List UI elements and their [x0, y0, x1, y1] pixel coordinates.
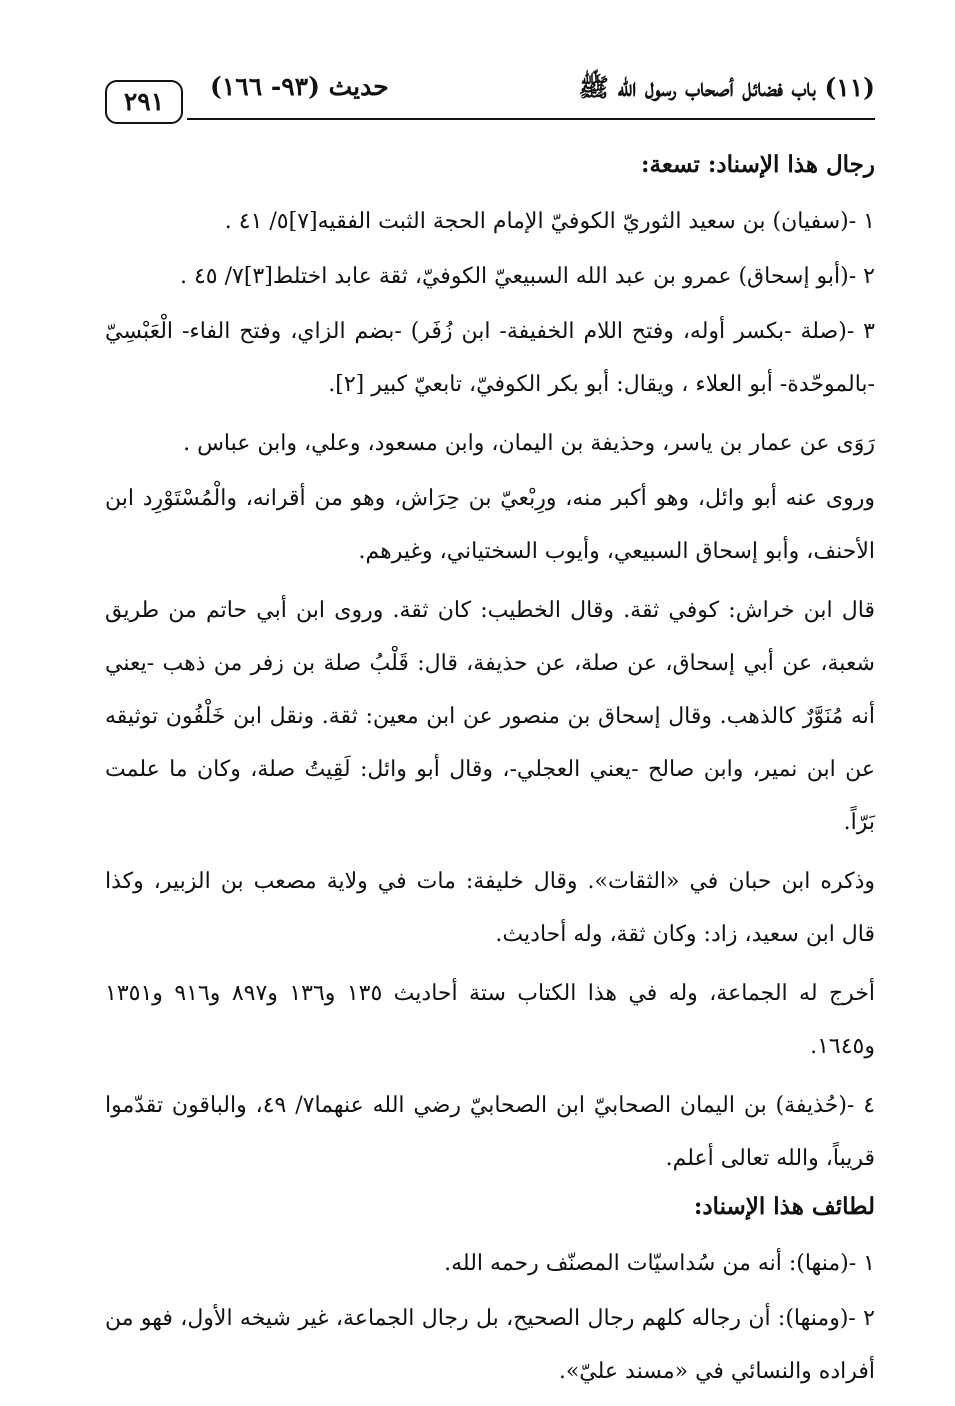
narrator-entry-hudhayfa: ٤ -(حُذيفة) بن اليمان الصحابيّ ابن الصحابيّ رضي الله عنهما٧/ ٤٩، والباقون تقدّموا قريباً، والله تعالى أعلم.	[105, 1093, 876, 1171]
narrator-entry-abu-ishaq: ٢ -(أبو إسحاق) عمرو بن عبد الله السبيعيّ الكوفيّ، ثقة عابد اختلط[٣]٧/ ٤٥ .	[179, 264, 875, 289]
subtlety-1: ١ -(منها): أنه من سُداسيّات المصنّف رحمه الله.	[444, 1251, 875, 1276]
narrator-students: وروى عنه أبو وائل، وهو أكبر منه، ورِبْعيّ بن حِرَاش، وهو من أقرانه، والْمُسْتَوْرِد ابن الأحنف، وأبو إسحاق السبيعي، وأيوب السختياني، وغيرهم.	[105, 486, 875, 564]
subtlety-2: ٢ -(ومنها): أن رجاله كلهم رجال الصحيح، بل رجال الجماعة، غير شيخه الأول، فهو من أفراده والنسائي في «مسند عليّ».	[105, 1306, 875, 1384]
page-number: ٢٩١	[105, 80, 183, 124]
chapter-title: (١١) باب فضائل أصحاب رسول الله ﷺ	[578, 73, 875, 102]
narrator-hadith-count: أخرج له الجماعة، وله في هذا الكتاب ستة أحاديث ١٣٥ و١٣٦ و٨٩٧ و٩١٦ و١٣٥١ و١٦٤٥.	[105, 981, 876, 1059]
section-heading-narrators: رجال هذا الإسناد: تسعة:	[641, 151, 875, 178]
narrator-entry-sufyan: ١ -(سفيان) بن سعيد الثوريّ الكوفيّ الإمام الحجة الثبت الفقيه[٧]٥/ ٤١ .	[224, 209, 875, 234]
section-heading-subtleties: لطائف هذا الإسناد:	[693, 1193, 875, 1220]
narrator-grading: قال ابن خراش: كوفي ثقة. وقال الخطيب: كان ثقة. وروى ابن أبي حاتم من طريق شعبة، عن أبي إسحاق، عن صلة، عن حذيفة، قال: قَلْبُ صلة بن زفر من ذهب -يعني أنه مُنَوَّرٌ كالذهب. وقال إسحاق بن منصور عن ابن معين: ثقة. ونقل ابن خَلْفُون توثيقه عن ابن نمير، وابن صالح -يعني العجلي-، وقال أبو وائل: لَقِيتُ صلة، وكان ما علمت بَرّاً.	[105, 598, 875, 835]
narrator-death: وذكره ابن حبان في «الثقات». وقال خليفة: مات في ولاية مصعب بن الزبير، وكذا قال ابن سعيد، زاد: وكان ثقة، وله أحاديث.	[105, 869, 875, 947]
narrator-entry-sila: ٣ -(صلة -بكسر أوله، وفتح اللام الخفيفة- ابن زُفَر) -بضم الزاي، وفتح الفاء- الْعَبْسِيّ -بالموحّدة- أبو العلاء ، ويقال: أبو بكر الكوفيّ، تابعيّ كبير [٢].	[105, 319, 875, 397]
running-header	[105, 66, 875, 126]
narrator-teachers: رَوَى عن عمار بن ياسر، وحذيفة بن اليمان، وابن مسعود، وعلي، وابن عباس .	[183, 431, 875, 456]
header-rule	[187, 118, 875, 120]
page-body	[105, 145, 875, 1400]
hadith-range: حديث (٩٣- ١٦٦)	[210, 72, 389, 101]
